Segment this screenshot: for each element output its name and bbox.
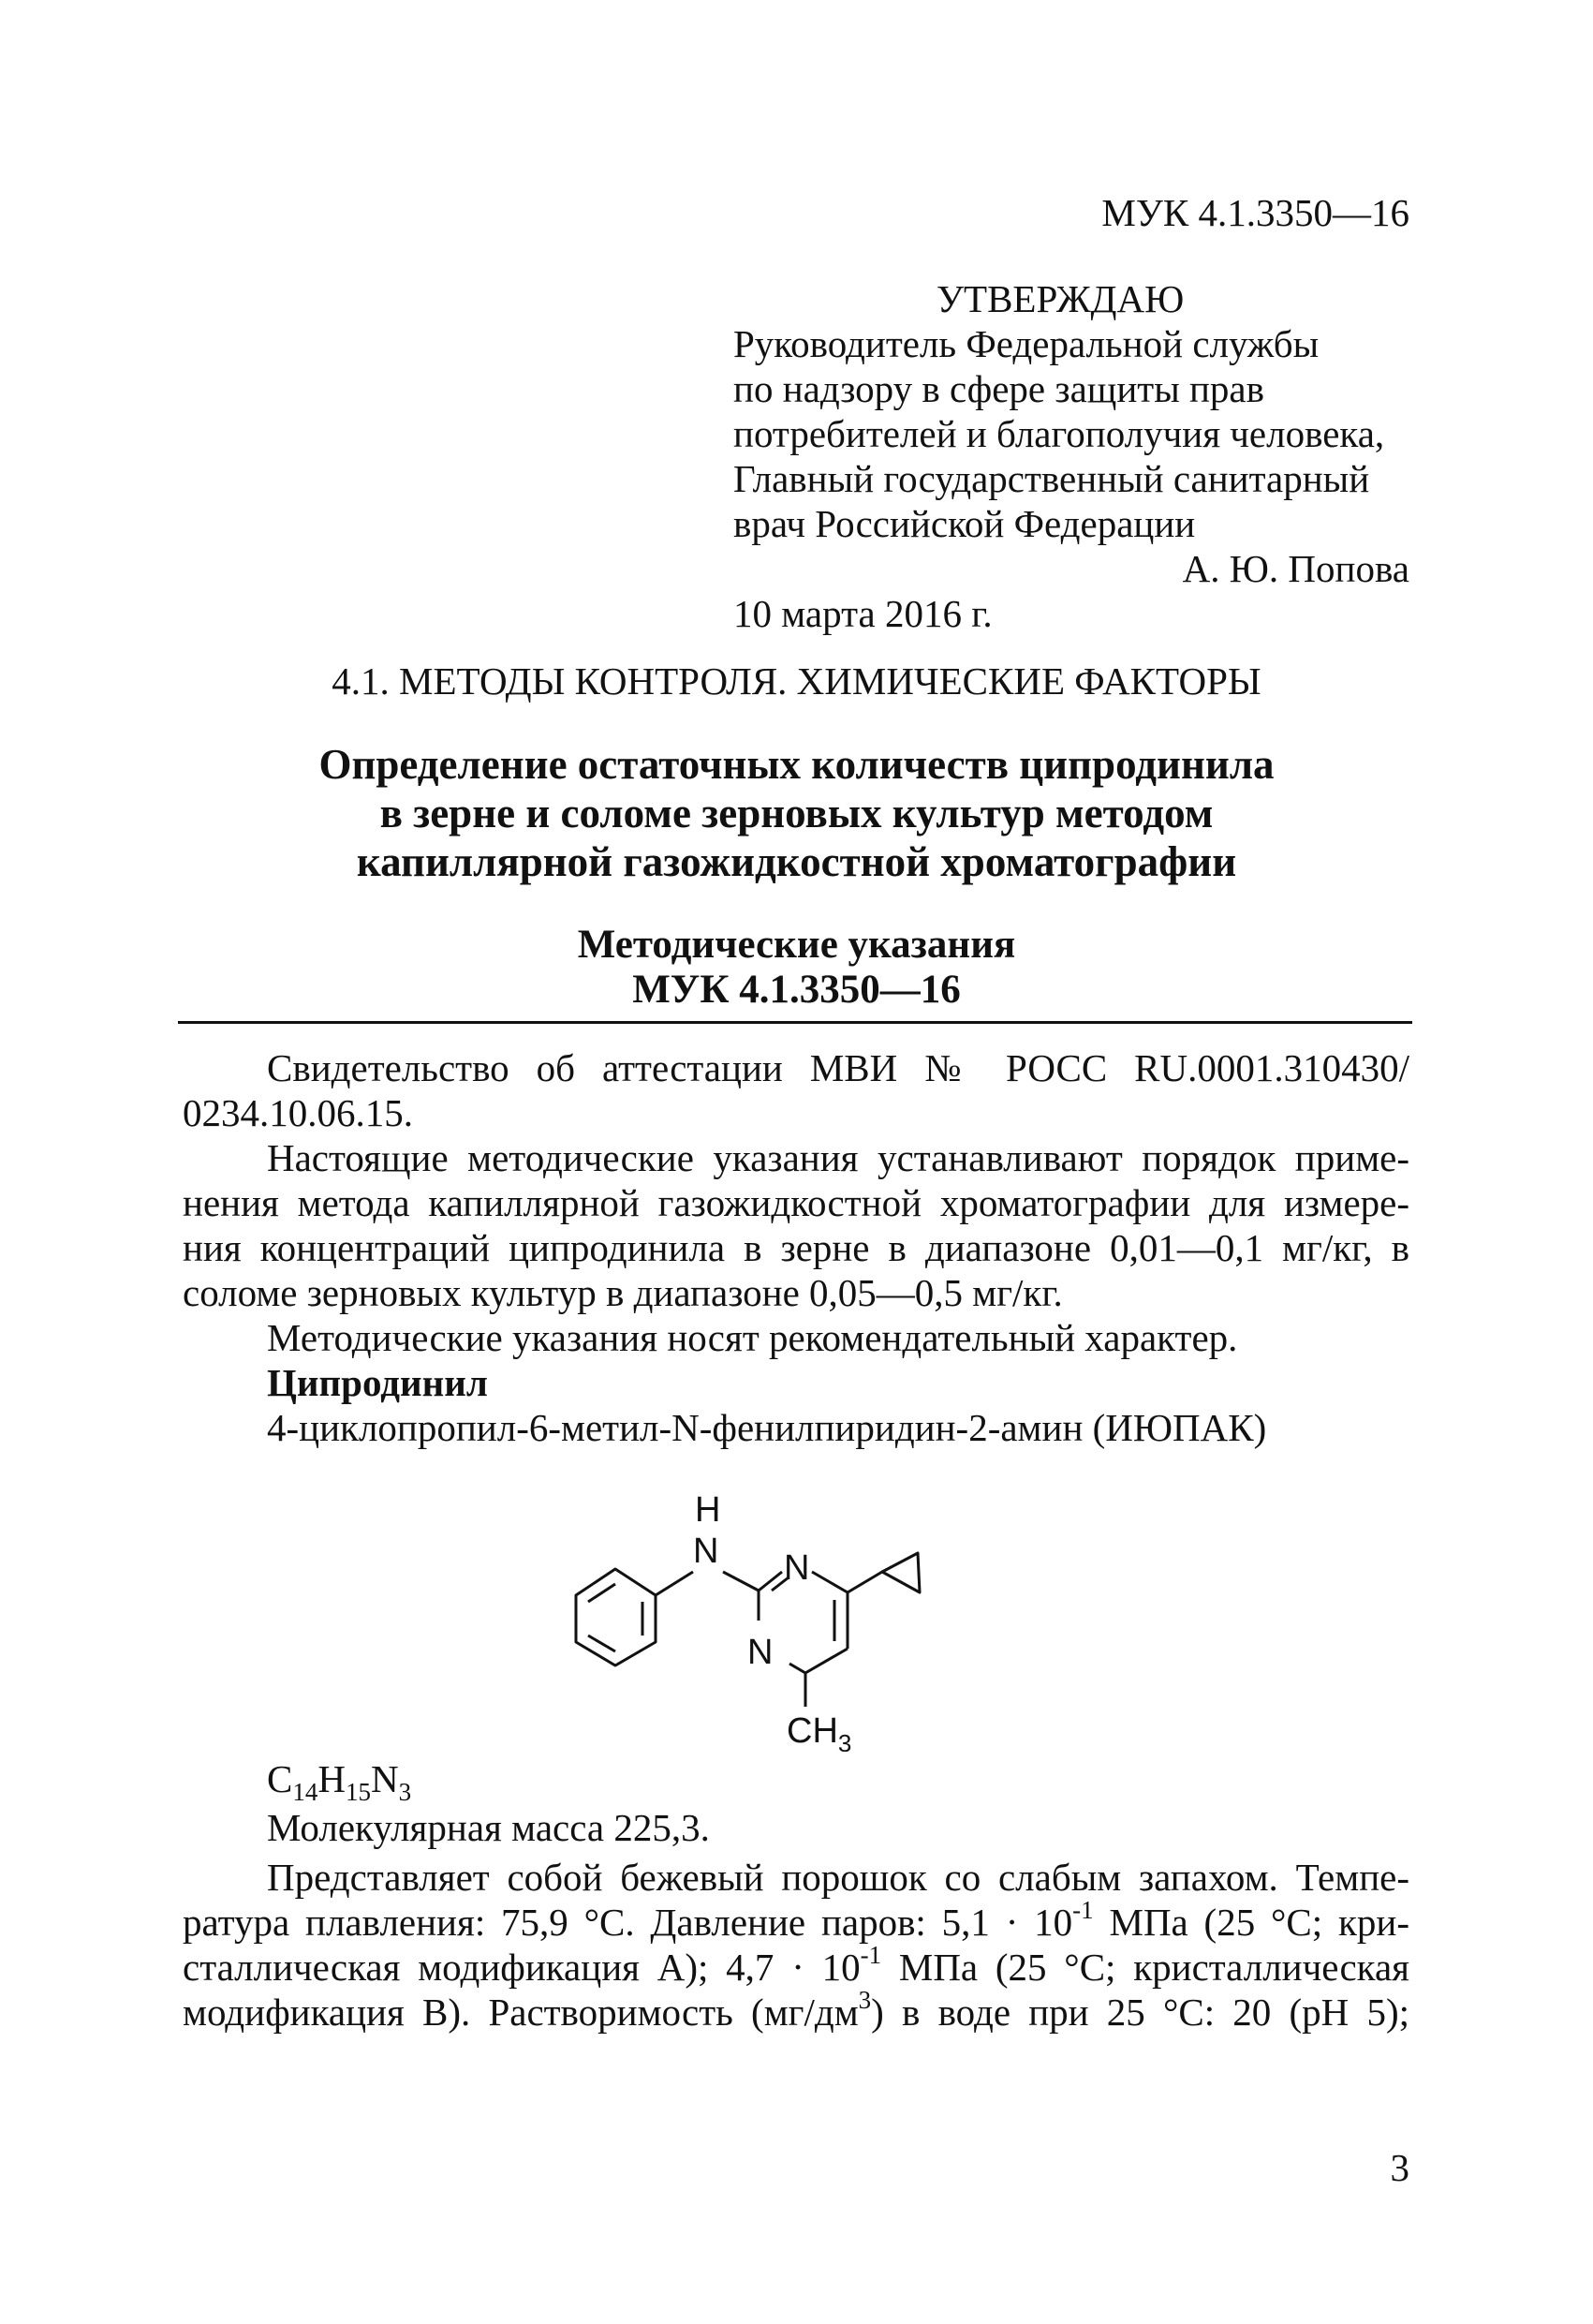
atom-ch3 bbox=[787, 1711, 851, 1752]
title-line: капиллярной газожидкостной хроматографии bbox=[356, 838, 1237, 885]
approval-line: по надзору в сфере защиты прав bbox=[733, 367, 1264, 410]
approval-title: УТВЕРЖДАЮ bbox=[937, 277, 1185, 320]
formula-c-count: 14 bbox=[292, 1778, 318, 1806]
page-number: 3 bbox=[1390, 2146, 1409, 2189]
properties-line bbox=[183, 1986, 1409, 2035]
props-text: ратура плавления: 75,9 °С. Давление паров: 5,1 · 10 bbox=[183, 1901, 1073, 1944]
formula-c: C bbox=[267, 1757, 293, 1800]
title-line: Определение остаточных количеств ципродинила bbox=[318, 741, 1275, 788]
properties-line bbox=[183, 1941, 1409, 1990]
ring-bond bbox=[759, 1572, 782, 1591]
molar-mass: Молекулярная масса 225,3. bbox=[267, 1806, 710, 1849]
formula-n-count: 3 bbox=[398, 1778, 412, 1806]
exponent: -1 bbox=[860, 1941, 882, 1969]
approval-signatory: А. Ю. Попова bbox=[1182, 547, 1409, 590]
approval-line: Главный государственный санитарный bbox=[733, 457, 1370, 500]
props-text: МПа (25 °С; кристаллическая bbox=[881, 1946, 1409, 1989]
atom-n-ring: N bbox=[747, 1633, 774, 1672]
formula-n: N bbox=[370, 1757, 399, 1800]
section-heading: 4.1. МЕТОДЫ КОНТРОЛЯ. ХИМИЧЕСКИЕ ФАКТОРЫ bbox=[332, 659, 1261, 703]
substance-name: Ципродинил bbox=[267, 1361, 488, 1404]
bond-cyclopropyl bbox=[848, 1572, 882, 1592]
title-line: в зерне и соломе зерновых культур методом bbox=[379, 790, 1214, 836]
bond-nh-c2 bbox=[723, 1572, 759, 1591]
props-text: ) в воде при 25 °С: 20 (рН 5); bbox=[871, 1991, 1409, 2034]
formula-h: H bbox=[317, 1757, 346, 1800]
document-code: МУК 4.1.3350—16 bbox=[1101, 191, 1409, 234]
certificate-line: Свидетельство об аттестации МВИ № РОСС RU.0001.310430/ bbox=[267, 1046, 1409, 1089]
approval-date: 10 марта 2016 г. bbox=[733, 592, 993, 635]
scope-line: ния концентраций ципродинила в зерне в диапазоне 0,01—0,1 мг/кг, в bbox=[183, 1226, 1409, 1269]
structural-formula bbox=[524, 1461, 1049, 1752]
ring-bond bbox=[789, 1664, 805, 1673]
bond-phenyl-nh bbox=[656, 1572, 693, 1595]
molecular-formula bbox=[267, 1756, 412, 1806]
document-code-bold: МУК 4.1.3350—16 bbox=[632, 968, 961, 1012]
props-text: МПа (25 °С; кри- bbox=[1093, 1901, 1409, 1944]
approval-line: Руководитель Федеральной службы bbox=[733, 322, 1320, 365]
atom-n-ring: N bbox=[784, 1548, 810, 1588]
atom-n-amine: N bbox=[693, 1532, 719, 1571]
scope-line: Настоящие методические указания устанавливают порядок приме- bbox=[267, 1136, 1409, 1179]
scope-line: соломе зерновых культур в диапазоне 0,05—0,5 мг/кг. bbox=[183, 1271, 1063, 1314]
approval-line: врач Российской Федерации bbox=[733, 502, 1196, 545]
cyclopropyl-ring bbox=[882, 1553, 920, 1592]
properties-line bbox=[183, 1896, 1409, 1945]
ring-bond bbox=[805, 1649, 848, 1673]
aromatic-bond bbox=[588, 1584, 615, 1602]
ring-bond bbox=[812, 1572, 848, 1592]
advisory-note: Методические указания носят рекомендательный характер. bbox=[267, 1316, 1238, 1359]
scope-line: нения метода капиллярной газожидкостной хроматографии для измере- bbox=[183, 1181, 1409, 1224]
atom-h: H bbox=[695, 1490, 721, 1530]
properties-line: Представляет собой бежевый порошок со слабым запахом. Темпе- bbox=[267, 1856, 1409, 1899]
formula-h-count: 15 bbox=[345, 1778, 371, 1806]
document-title bbox=[0, 740, 1593, 886]
certificate-line: 0234.10.06.15. bbox=[183, 1091, 413, 1134]
ch-subscript: 3 bbox=[837, 1729, 852, 1752]
approval-line: потребителей и благополучия человека, bbox=[733, 412, 1385, 455]
title-divider bbox=[178, 1021, 1412, 1024]
aromatic-bond bbox=[588, 1636, 615, 1651]
exponent: -1 bbox=[1072, 1896, 1094, 1924]
document-subtitle: Методические указания bbox=[577, 923, 1016, 967]
props-text: сталлическая модификация А); 4,7 · 10 bbox=[183, 1946, 861, 1989]
exponent: 3 bbox=[858, 1986, 872, 2014]
props-text: модификация В). Растворимость (мг/дм bbox=[183, 1991, 859, 2034]
ch-label: CH bbox=[787, 1711, 838, 1751]
iupac-name: 4-циклопропил-6-метил-N-фенилпиридин-2-амин (ИЮПАК) bbox=[267, 1406, 1267, 1449]
